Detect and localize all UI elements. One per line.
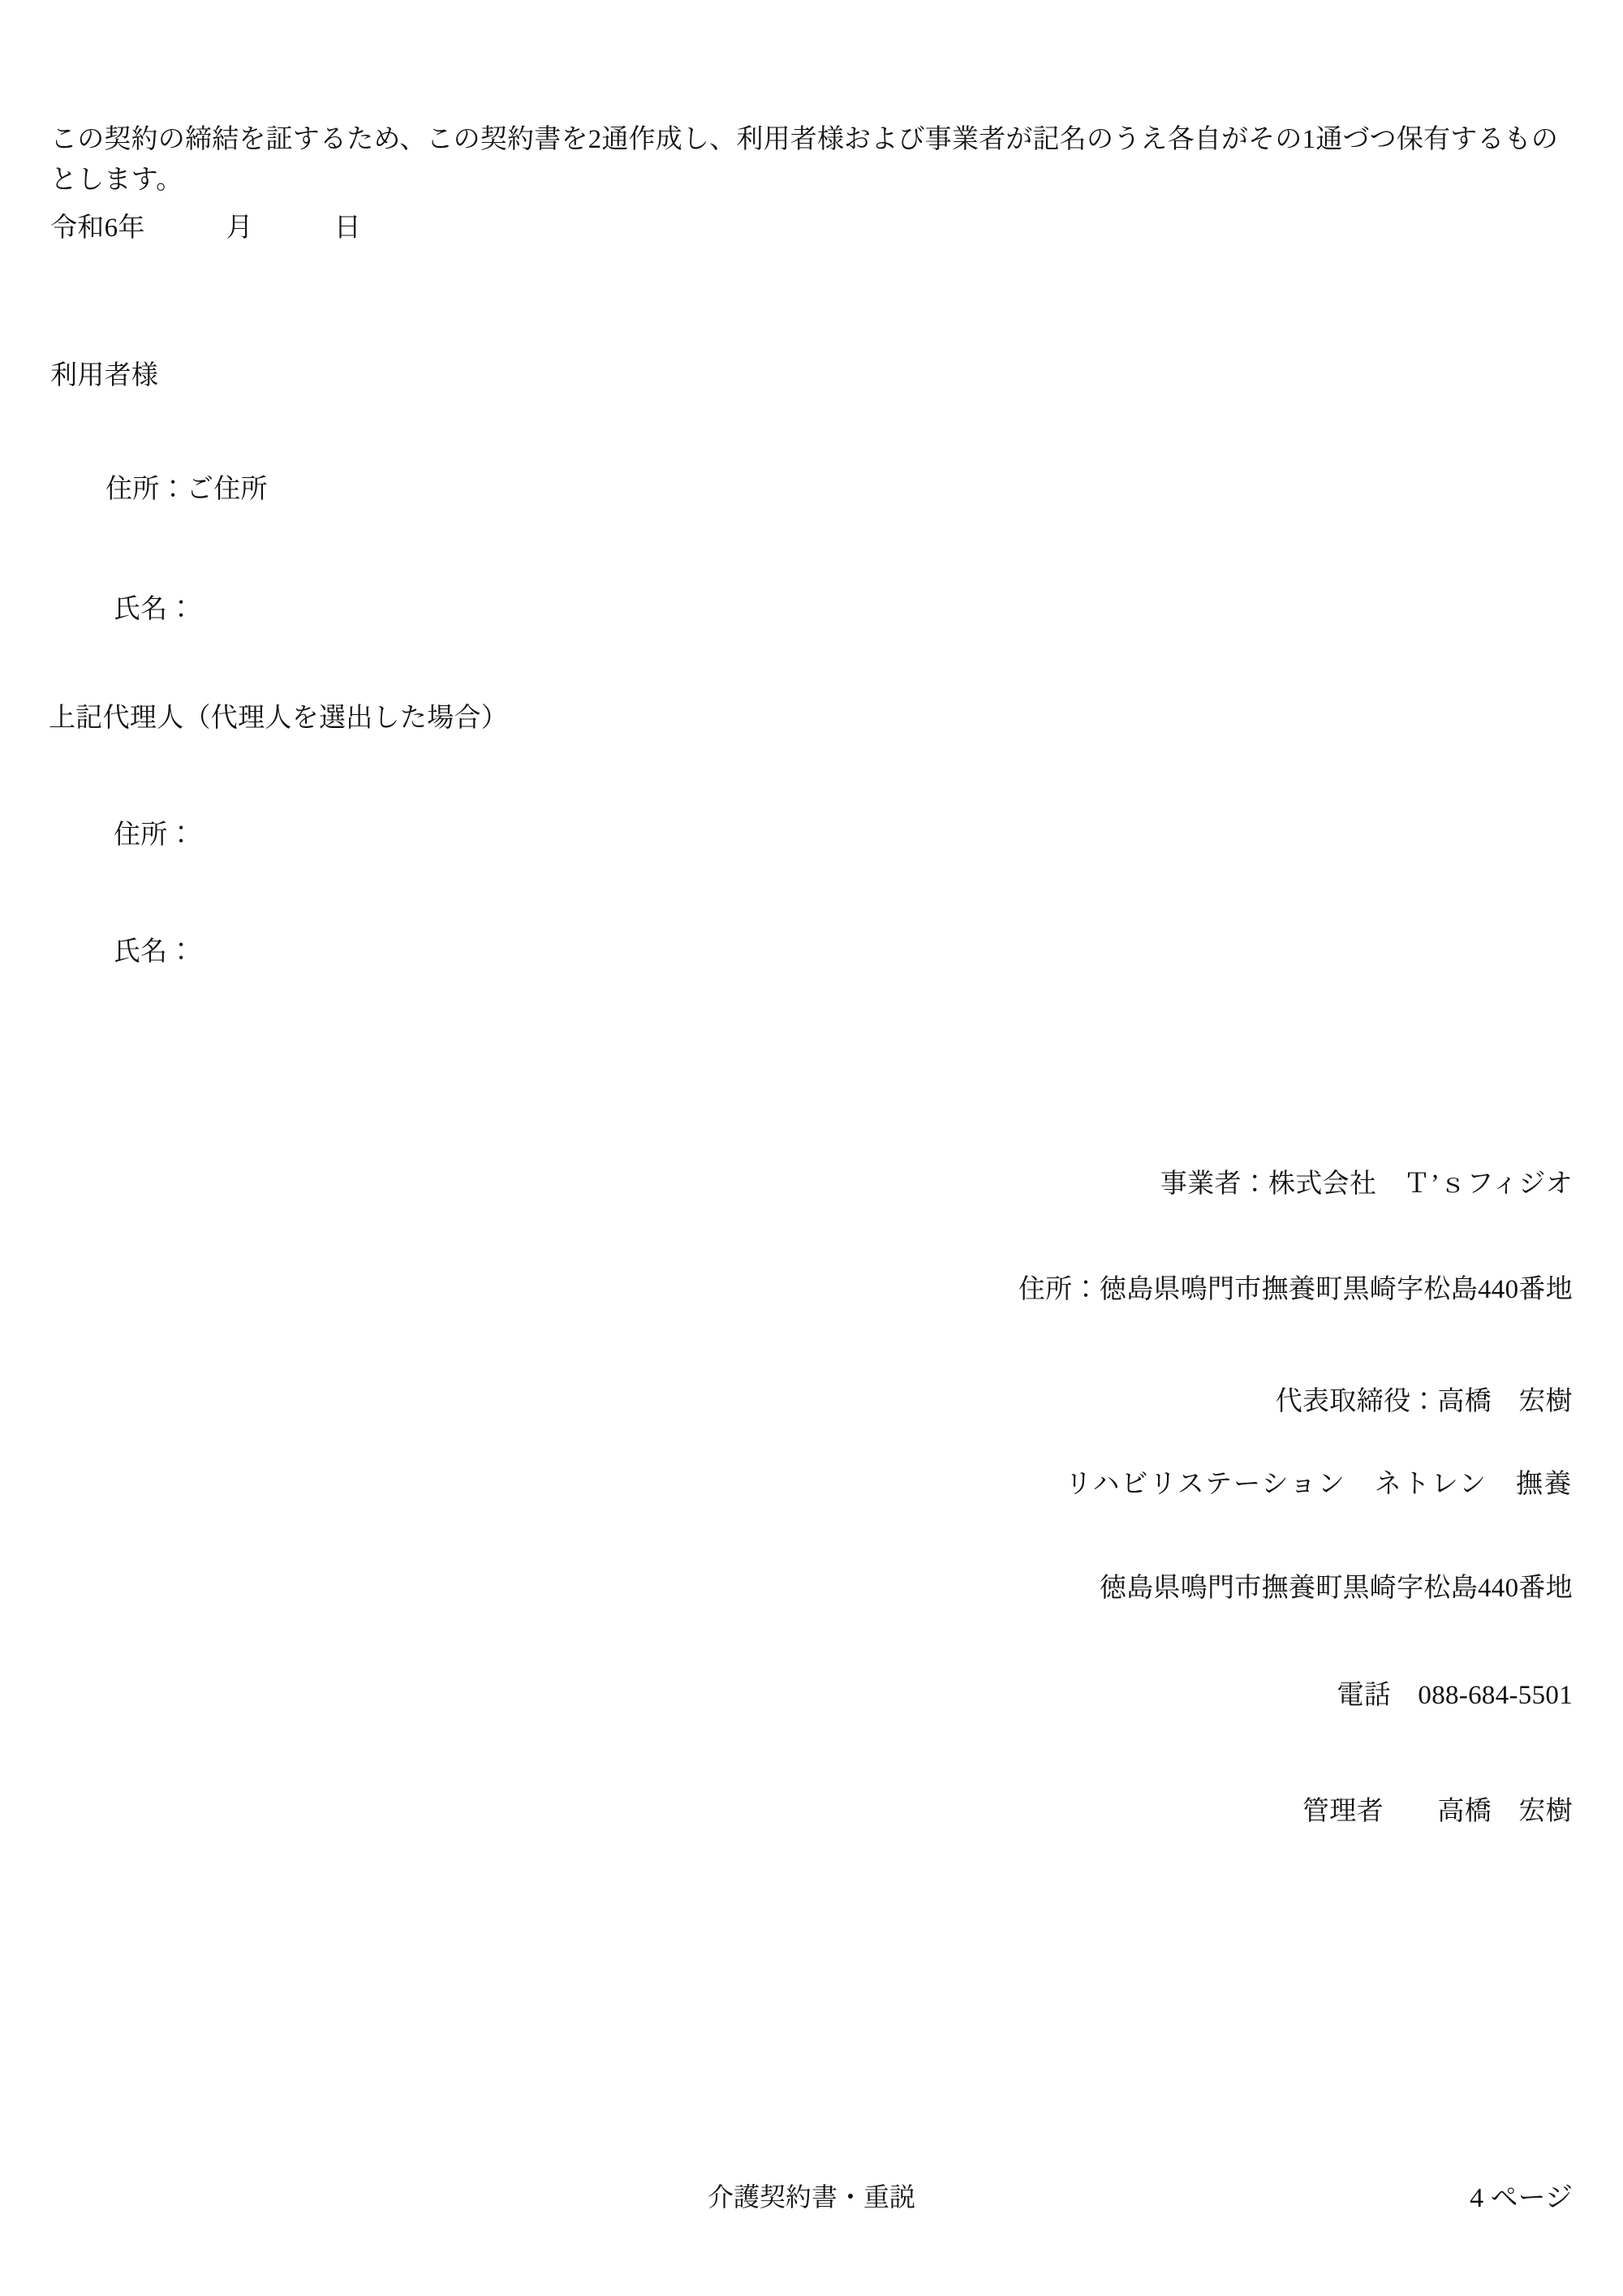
provider-station-name: リハビリステーション ネトレン 撫養	[1065, 1470, 1573, 1499]
user-address-line: 住所：ご住所	[105, 475, 268, 504]
proxy-section-heading: 上記代理人（代理人を選出した場合）	[49, 704, 509, 733]
footer-document-title: 介護契約書・重説	[707, 2182, 915, 2212]
contract-date-line: 令和6年 月 日	[50, 213, 362, 243]
proxy-address-line: 住所：	[114, 821, 195, 850]
provider-telephone: 電話 088-684-5501	[1337, 1681, 1573, 1710]
provider-station-address: 徳島県鳴門市撫養町黒崎字松島440番地	[1099, 1574, 1573, 1603]
provider-address-line: 住所：徳島県鳴門市撫養町黒崎字松島440番地	[1018, 1275, 1573, 1304]
user-name-line: 氏名：	[114, 595, 195, 624]
provider-ceo-line: 代表取締役：高橋 宏樹	[1275, 1387, 1573, 1416]
user-section-heading: 利用者様	[50, 361, 159, 390]
provider-manager-line: 管理者 高橋 宏樹	[1302, 1797, 1573, 1826]
provider-company-line: 事業者：株式会社 Ｔ’ｓフィジオ	[1160, 1170, 1573, 1199]
intro-paragraph: この契約の締結を証するため、この契約書を2通作成し、利用者様および事業者が記名のうえ各自がその1通づつ保有するものとします。	[50, 125, 1559, 195]
proxy-name-line: 氏名：	[114, 937, 195, 967]
footer-page-number: 4 ページ	[1470, 2183, 1573, 2213]
